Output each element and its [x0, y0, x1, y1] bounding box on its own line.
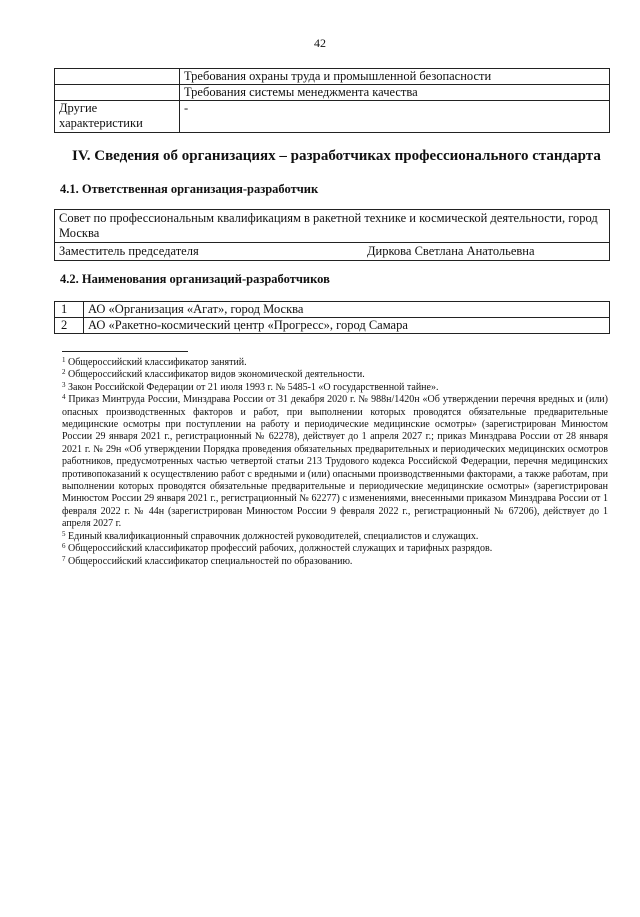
footnote	[62, 531, 608, 543]
footnote-text: Единый квалификационный справочник должностей руководителей, специалистов и служащих.	[68, 530, 479, 542]
footnote-mark: 5	[62, 529, 66, 538]
table-row	[55, 302, 610, 318]
footnote-mark: 2	[62, 368, 66, 377]
page-number: 42	[314, 36, 326, 50]
footnote-mark: 1	[62, 356, 66, 364]
responsible-position: Заместитель председателя	[59, 244, 199, 258]
table-cell-value: -	[180, 101, 610, 133]
footnote-mark: 6	[62, 542, 66, 551]
table-cell-value: Требования системы менеджмента качества	[180, 85, 610, 101]
footnote-text: Общероссийский классификатор занятий.	[68, 357, 247, 368]
footnote	[62, 369, 608, 381]
footnote-text: Общероссийский классификатор профессий рабочих, должностей служащих и тарифных разрядов.	[68, 543, 493, 555]
developers-table	[54, 301, 610, 334]
table-row	[55, 318, 610, 334]
section-title: IV. Сведения об организациях – разработчиках профессионального стандарта	[72, 148, 601, 164]
developer-number: 2	[55, 318, 84, 334]
footnote	[62, 382, 608, 394]
footnote-divider	[62, 351, 188, 352]
footnote-text: Общероссийский классификатор видов экономической деятельности.	[68, 369, 365, 381]
responsible-org-heading: 4.1. Ответственная организация-разработчик	[60, 182, 319, 196]
footnote	[62, 543, 608, 555]
footnote	[62, 357, 608, 369]
characteristics-table	[54, 68, 610, 133]
footnote-mark: 7	[62, 554, 66, 563]
table-cell-value: Требования охраны труда и промышленной безопасности	[180, 69, 610, 85]
table-row	[55, 243, 610, 261]
table-row	[55, 210, 610, 243]
developer-name: АО «Ракетно-космический центр «Прогресс», город Самара	[84, 318, 610, 334]
table-row	[55, 85, 610, 101]
responsible-org-table	[54, 209, 610, 261]
developer-name: АО «Организация «Агат», город Москва	[84, 302, 610, 318]
table-cell-label: Другие характеристики	[55, 101, 180, 133]
footnote-mark: 3	[62, 380, 66, 389]
footnote-text: Закон Российской Федерации от 21 июля 1993 г. № 5485-1 «О государственной тайне».	[68, 381, 439, 393]
footnotes	[62, 357, 608, 568]
table-cell-label	[55, 69, 180, 85]
footnote-text: Общероссийский классификатор специальностей по образованию.	[68, 555, 353, 567]
responsible-person-name: Диркова Светлана Анатольевна	[367, 244, 535, 258]
table-row	[55, 101, 610, 133]
table-cell-label	[55, 85, 180, 101]
footnote	[62, 394, 608, 530]
footnote-mark: 4	[62, 393, 66, 402]
responsible-org-name: Совет по профессиональным квалификациям в ракетной технике и космической деятельности, город Москва	[55, 210, 610, 243]
footnote	[62, 556, 608, 568]
table-row	[55, 69, 610, 85]
developer-number: 1	[55, 302, 84, 318]
footnote-text: Приказ Минтруда России, Минздрава России от 31 декабря 2020 г. № 988н/1420н «Об утверждении перечня вредных и (или) опасных производственных факторов и работ, при выполнении которых проводятся обязательные предварительные медицинские осмотры при поступлении на работу и периодические медицинские осмотры» (зарегистрирован Минюстом России 29 января 2021 г., регистрационный № 62278), действует до 1 апреля 2027 г.; приказ Минздрава России от 28 января 2021 г. № 29н «Об утверждении Порядка проведения обязательных предварительных и периодических медицинских осмотров работников, предусмотренных частью четвертой статьи 213 Трудового кодекса Российской Федерации, перечня медицинских противопоказаний к осуществлению работ с вредными и (или) опасными производственными факторами, а также работам, при выполнении которых проводятся обязательные предварительные и периодические медицинские осмотры» (зарегистрирован Минюстом России 29 января 2021 г., регистрационный № 62277) с изменениями, внесенными приказом Минздрава России от 1 февраля 2022 г. № 44н (зарегистрирован Минюстом России 9 февраля 2022 г., регистрационный № 67206), действует до 1 апреля 2027 г.	[62, 394, 608, 530]
responsible-person-cell	[55, 243, 610, 261]
developers-heading: 4.2. Наименования организаций-разработчиков	[60, 272, 330, 286]
